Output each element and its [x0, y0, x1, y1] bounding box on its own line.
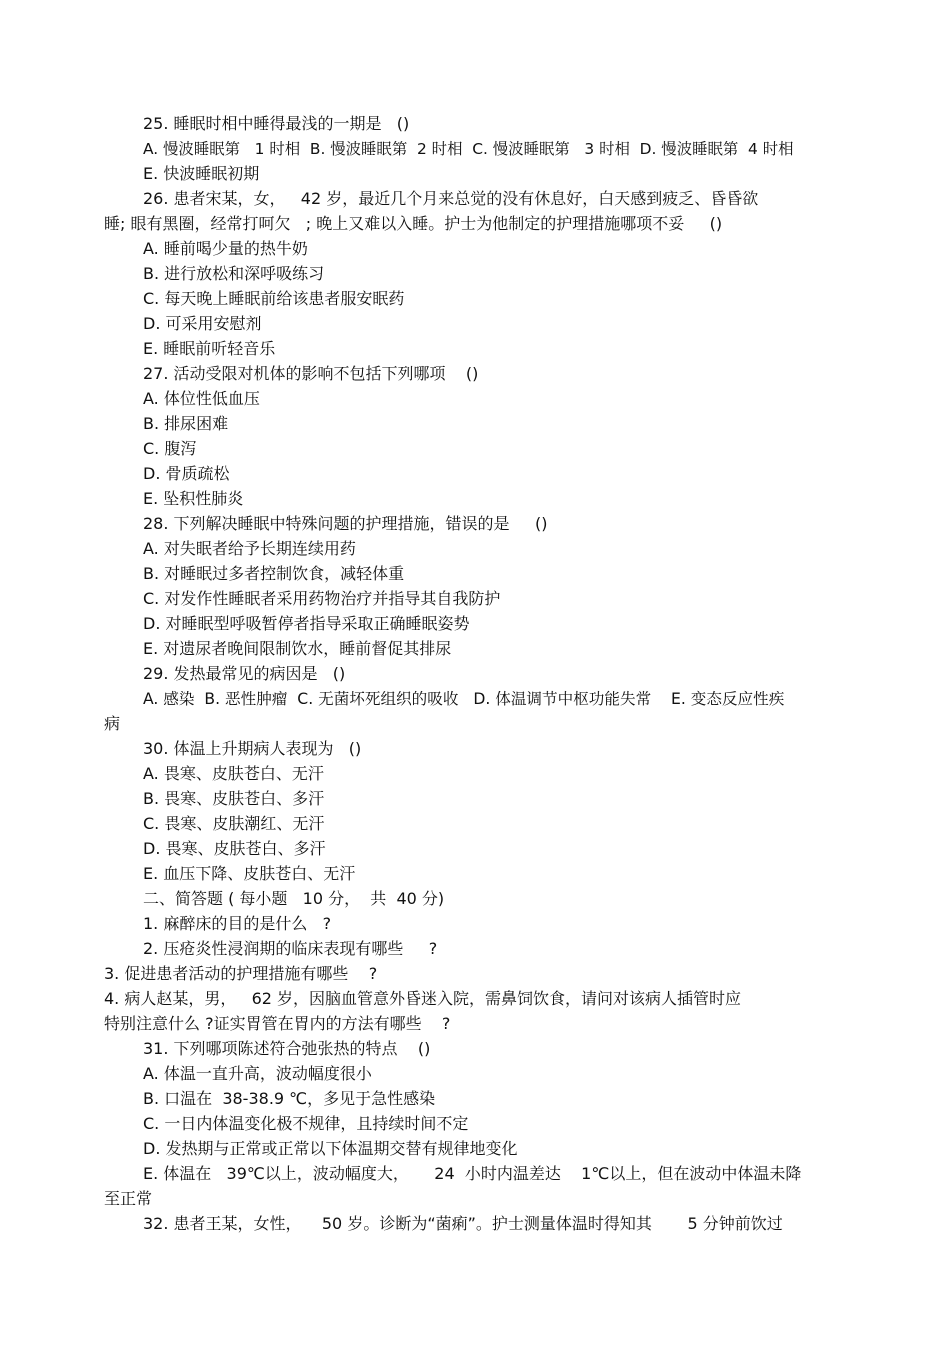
short-answer-1: 1. 麻醉床的目的是什么 ?	[143, 914, 332, 933]
question-31-option-c: C. 一日内体温变化极不规律，且持续时间不定	[143, 1114, 469, 1133]
question-27-option-d: D. 骨质疏松	[143, 464, 230, 483]
question-27-option-b: B. 排尿困难	[143, 414, 229, 433]
question-29-options-continued: 病	[104, 714, 121, 733]
question-29-stem: 29. 发热最常见的病因是 ()	[143, 664, 346, 683]
question-26-option-e: E. 睡眠前听轻音乐	[143, 339, 276, 358]
question-31-option-d: D. 发热期与正常或正常以下体温期交替有规律地变化	[143, 1139, 518, 1158]
question-29-options: A. 感染 B. 恶性肿瘤 C. 无菌坏死组织的吸收 D. 体温调节中枢功能失常 E. 变态反应性疾	[143, 690, 785, 708]
question-26-stem: 26. 患者宋某，女， 42 岁，最近几个月来总觉的没有休息好，白天感到疲乏、昏昏欲	[143, 189, 759, 208]
question-31-option-a: A. 体温一直升高，波动幅度很小	[143, 1064, 372, 1083]
question-28-option-a: A. 对失眠者给予长期连续用药	[143, 539, 356, 558]
short-answer-2: 2. 压疮炎性浸润期的临床表现有哪些 ?	[143, 939, 438, 958]
question-25-stem: 25. 睡眠时相中睡得最浅的一期是 ()	[143, 114, 410, 133]
question-27-stem: 27. 活动受限对机体的影响不包括下列哪项 ()	[143, 364, 479, 383]
question-31-option-e: E. 体温在 39℃以上，波动幅度大， 24 小时内温差达 1℃以上，但在波动中体温未降	[143, 1164, 802, 1183]
question-31-option-b: B. 口温在 38-38.9 ℃，多见于急性感染	[143, 1089, 436, 1108]
short-answer-3: 3. 促进患者活动的护理措施有哪些 ?	[104, 964, 378, 983]
question-28-stem: 28. 下列解决睡眠中特殊问题的护理措施，错误的是 ()	[143, 514, 548, 533]
question-26-option-c: C. 每天晚上睡眠前给该患者服安眠药	[143, 289, 405, 308]
question-27-option-e: E. 坠积性肺炎	[143, 489, 244, 508]
question-28-option-e: E. 对遗尿者晚间限制饮水，睡前督促其排尿	[143, 639, 452, 658]
question-27-option-a: A. 体位性低血压	[143, 389, 260, 408]
question-32-stem: 32. 患者王某，女性， 50 岁。诊断为“菌痢”。护士测量体温时得知其 5 分钟前饮过	[143, 1214, 783, 1233]
question-31-option-e-continued: 至正常	[104, 1189, 153, 1208]
question-26-stem-continued: 睡; 眼有黑圈，经常打呵欠 ; 晚上又难以入睡。护士为他制定的护理措施哪项不妥 ()	[104, 214, 723, 233]
question-28-option-d: D. 对睡眠型呼吸暂停者指导采取正确睡眠姿势	[143, 614, 470, 633]
question-31-stem: 31. 下列哪项陈述符合弛张热的特点 ()	[143, 1039, 431, 1058]
question-30-stem: 30. 体温上升期病人表现为 ()	[143, 739, 362, 758]
question-26-option-a: A. 睡前喝少量的热牛奶	[143, 239, 308, 258]
question-27-option-c: C. 腹泻	[143, 439, 197, 458]
question-28-option-c: C. 对发作性睡眠者采用药物治疗并指导其自我防护	[143, 589, 501, 608]
question-26-option-b: B. 进行放松和深呼吸练习	[143, 264, 325, 283]
section-heading-short-answer: 二、简答题 ( 每小题 10 分， 共 40 分)	[143, 889, 445, 908]
question-25-options: A. 慢波睡眠第 1 时相 B. 慢波睡眠第 2 时相 C. 慢波睡眠第 3 时相 D. 慢波睡眠第 4 时相	[143, 140, 794, 158]
question-30-option-a: A. 畏寒、皮肤苍白、无汗	[143, 764, 324, 783]
short-answer-4-continued: 特别注意什么 ?证实胃管在胃内的方法有哪些 ?	[104, 1014, 451, 1033]
short-answer-4: 4. 病人赵某，男， 62 岁，因脑血管意外昏迷入院，需鼻饲饮食，请问对该病人插管时应	[104, 989, 742, 1008]
question-30-option-b: B. 畏寒、皮肤苍白、多汗	[143, 789, 325, 808]
question-25-option-e: E. 快波睡眠初期	[143, 164, 260, 183]
question-30-option-d: D. 畏寒、皮肤苍白、多汗	[143, 839, 326, 858]
question-30-option-c: C. 畏寒、皮肤潮红、无汗	[143, 814, 325, 833]
question-26-option-d: D. 可采用安慰剂	[143, 314, 262, 333]
question-30-option-e: E. 血压下降、皮肤苍白、无汗	[143, 864, 356, 883]
question-28-option-b: B. 对睡眠过多者控制饮食，减轻体重	[143, 564, 405, 583]
